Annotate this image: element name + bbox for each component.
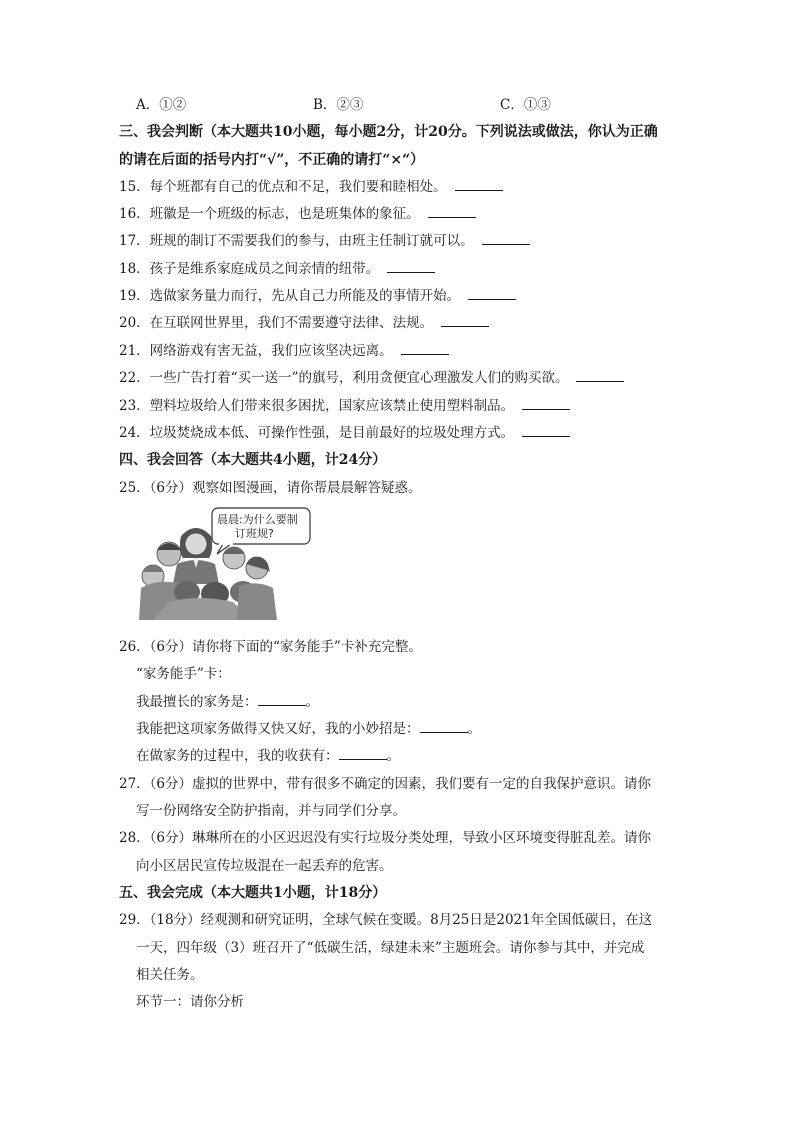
question-29-line2: 一天，四年级（3）班召开了“低碳生活，绿建未来”主题班会。请你参与其中，并完成 [136,940,645,956]
question-29-line1: 29．（18分）经观测和研究证明，全球气候在变暖。8月25日是2021年全国低碳日，在这 [119,912,653,928]
card-line-2 [136,719,481,739]
class-rules-comic-illustration [139,506,311,620]
answer-blank-18[interactable] [387,260,435,273]
card-line-3-end: 。 [386,748,400,764]
answer-blank-23[interactable] [522,397,570,410]
question-23-text: 23．塑料垃圾给人们带来很多困扰，国家应该禁止使用塑料制品。 [119,398,515,414]
answer-blank-22[interactable] [576,369,624,382]
card-line-2-end: 。 [467,721,481,737]
bubble-text-line2: 订班规? [235,527,274,540]
card-line-1-end: 。 [305,694,319,710]
question-18-text: 18．孩子是维系家庭成员之间亲情的纽带。 [119,261,380,277]
housework-card-title: “家务能手”卡： [136,666,231,682]
question-20-text: 20．在互联网世界里，我们不需要遵守法律、法规。 [119,315,434,331]
section5-heading: 五、我会完成（本大题共1小题，计18分） [119,885,387,901]
question-24 [119,423,570,443]
question-29-line3: 相关任务。 [136,967,204,983]
answer-blank-19[interactable] [468,287,516,300]
section4-heading: 四、我会回答（本大题共4小题，计24分） [119,452,387,468]
question-16-text: 16．班徽是一个班级的标志，也是班集体的象征。 [119,206,420,222]
question-26: 26．（6分）请你将下面的“家务能手”卡补充完整。 [119,639,422,655]
question-19-text: 19．选做家务量力而行，先从自己力所能及的事情开始。 [119,288,461,304]
question-17-text: 17．班规的制订不需要我们的参与，由班主任制订就可以。 [119,233,474,249]
answer-blank-20[interactable] [441,314,489,327]
card-line-1 [136,692,319,712]
question-15 [119,177,503,197]
option-a: A．①② [136,97,187,113]
question-23 [119,396,570,416]
card-line-2-text: 我能把这项家务做得又快又好，我的小妙招是： [136,721,420,737]
question-27-line1: 27．（6分）虚拟的世界中，带有很多不确定的因素，我们要有一定的自我保护意识。请你 [119,776,652,792]
question-27-line2: 写一份网络安全防护指南，并与同学们分享。 [136,803,406,819]
card-line-1-text: 我最擅长的家务是： [136,694,258,710]
card-blank-2[interactable] [420,720,468,733]
option-c: C．①③ [500,97,551,113]
card-line-3-text: 在做家务的过程中，我的收获有： [136,748,339,764]
question-22-text: 22．一些广告打着“买一送一”的旗号，利用贪便宜心理激发人们的购买欲。 [119,370,569,386]
question-21 [119,341,449,361]
bubble-text-line1: 晨晨:为什么要制 [217,513,298,526]
question-25: 25．（6分）观察如图漫画，请你帮晨晨解答疑惑。 [119,480,422,496]
question-20 [119,313,489,333]
card-blank-1[interactable] [258,693,306,706]
question-28-line1: 28．（6分）琳琳所在的小区迟迟没有实行垃圾分类处理，导致小区环境变得脏乱差。请你 [119,830,652,846]
question-19 [119,286,516,306]
card-line-3 [136,746,400,766]
question-18 [119,259,435,279]
section3-heading-line2: 的请在后面的括号内打“√”，不正确的请打“×“） [119,152,425,168]
question-29-line4: 环节一：请你分析 [136,994,244,1010]
question-22 [119,368,624,388]
question-24-text: 24．垃圾焚烧成本低、可操作性强，是目前最好的垃圾处理方式。 [119,425,515,441]
card-blank-3[interactable] [339,747,387,760]
question-21-text: 21．网络游戏有害无益，我们应该坚决远离。 [119,343,393,359]
answer-blank-17[interactable] [482,232,530,245]
answer-blank-24[interactable] [522,424,570,437]
question-15-text: 15．每个班都有自己的优点和不足，我们要和睦相处。 [119,179,447,195]
option-b: B．②③ [313,97,364,113]
answer-blank-15[interactable] [455,178,503,191]
section3-heading-line1: 三、我会判断（本大题共10小题，每小题2分，计20分。下列说法或做法，你认为正确 [119,124,658,140]
question-16 [119,204,476,224]
question-28-line2: 向小区居民宣传垃圾混在一起丢弃的危害。 [136,858,393,874]
answer-blank-21[interactable] [401,342,449,355]
question-17 [119,231,530,251]
answer-blank-16[interactable] [428,205,476,218]
